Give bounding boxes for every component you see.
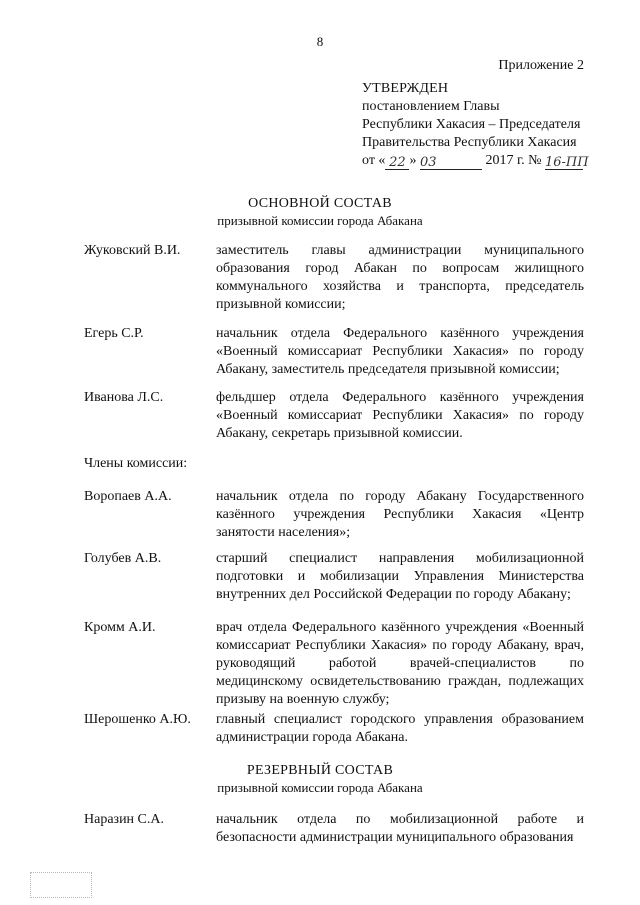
member-position: старший специалист направления мобилизационной подготовки и мобилизации Управления Министерства внутренних дел Российской Федерации по городу Абакану;: [216, 551, 584, 602]
date-prefix: от «: [362, 153, 386, 168]
approval-line-2: Республики Хакасия – Председателя: [362, 117, 581, 132]
member-name: Наразин С.А.: [84, 812, 165, 827]
member-position: начальник отдела Федерального казённого учреждения «Военный комиссариат Республики Хакасия» по городу Абакану, заместитель председателя призывной комиссии;: [216, 326, 584, 377]
date-month-field: [420, 154, 482, 170]
member-position: заместитель главы администрации муниципального образования город Абакан по вопросам жилищного коммунального хозяйства и транспорта, председатель призывной комиссии;: [216, 243, 584, 312]
date-mid: »: [409, 153, 417, 168]
member-name: Жуковский В.И.: [84, 243, 181, 258]
member-name: Голубев А.В.: [84, 551, 162, 566]
members-label: Члены комиссии:: [84, 456, 188, 471]
member-name: Воропаев А.А.: [84, 489, 172, 504]
reserve-section-title: РЕЗЕРВНЫЙ СОСТАВ: [246, 763, 394, 778]
approval-line-3: Правительства Республики Хакасия: [362, 135, 577, 150]
reserve-section-subtitle: призывной комиссии города Абакана: [217, 780, 423, 795]
decree-number: 16-ПП: [544, 155, 589, 170]
main-section-title: ОСНОВНОЙ СОСТАВ: [248, 196, 392, 211]
decree-number-field: [544, 154, 589, 170]
member-position: главный специалист городского управления образованием администрации города Абакана.: [216, 712, 584, 745]
member-position: начальник отдела по мобилизационной работе и безопасности администрации муниципального образования: [216, 812, 584, 845]
appendix-label: Приложение 2: [498, 58, 584, 73]
member-position: фельдшер отдела Федерального казённого учреждения «Военный комиссариат Республики Хакасия» по городу Абакану, секретарь призывной комиссии.: [216, 390, 584, 441]
member-name: Кромм А.И.: [84, 620, 156, 635]
date-day: 22: [389, 155, 406, 170]
main-section-subtitle: призывной комиссии города Абакана: [217, 213, 423, 228]
scan-stamp: [30, 872, 92, 898]
date-month: 03: [419, 155, 437, 170]
approval-heading: УТВЕРЖДЕН: [362, 81, 449, 96]
date-day-field: [385, 154, 409, 170]
date-year: 2017 г. №: [485, 153, 542, 168]
member-position: начальник отдела по городу Абакану Государственного казённого учреждения Республики Хакасия «Центр занятости населения»;: [216, 489, 584, 540]
member-name: Иванова Л.С.: [84, 390, 164, 405]
page-number: 8: [316, 34, 324, 49]
approval-line-1: постановлением Главы: [362, 99, 500, 114]
member-name: Егерь С.Р.: [84, 326, 144, 341]
member-position: врач отдела Федерального казённого учреждения «Военный комиссариат Республики Хакасия» по городу Абакану, врач, руководящий работой врачей-специалистов по медицинскому освидетельствованию граждан, подлежащих призыву на военную службу;: [216, 620, 584, 707]
approval-date-line: [362, 152, 602, 170]
member-name: Шерошенко А.Ю.: [84, 712, 191, 727]
approval-block: [362, 80, 602, 170]
